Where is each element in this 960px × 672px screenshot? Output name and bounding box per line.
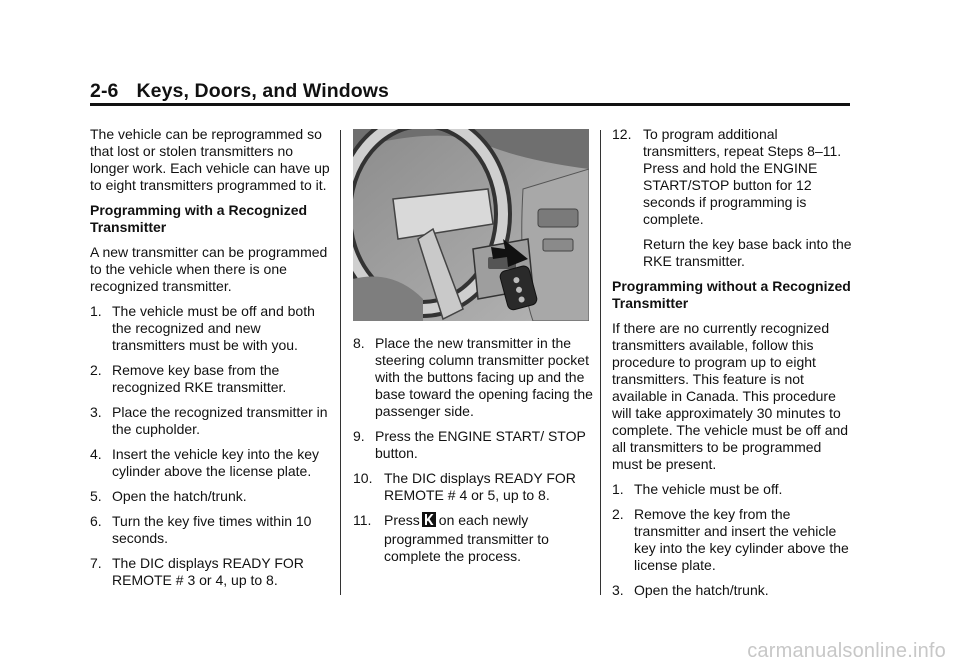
step-text: The vehicle must be off and both the recognized and new transmitters must be with you. [112,303,315,353]
step-number: 11. [353,512,372,528]
step-text: Place the new transmitter in the steering column transmitter pocket with the buttons facing up and the base toward the opening facing the passenger side. [375,335,593,419]
header-rule [90,103,850,106]
step-text: Turn the key five times within 10 seconds. [112,513,312,546]
step-11 [353,512,593,565]
step-text-after: on each newly programmed transmitter to complete the process. [384,512,549,564]
step-number: 5. [90,488,102,504]
step-number: 12. [612,126,632,142]
step-12-note: Return the key base back into the RKE transmitter. [643,236,852,269]
section-heading-unrecognized: Programming without a Recognized Transmitter [612,278,851,311]
step-text: Insert the vehicle key into the key cylinder above the license plate. [112,446,319,479]
step-text-before: Press [384,512,420,528]
step-text: The DIC displays READY FOR REMOTE # 3 or 4, up to 8. [112,555,304,588]
step-2 [90,362,330,396]
steering-column-illustration [353,129,589,321]
step-10 [353,470,593,504]
column-3 [612,126,854,607]
step-4 [90,446,330,480]
step-text: To program additional transmitters, repeat Steps 8–11. Press and hold the ENGINE START/STOP button for 12 seconds if programming is complete. [643,126,842,227]
column-2 [353,126,593,573]
step-text: Press the ENGINE START/ STOP button. [375,428,586,461]
step-number: 7. [90,555,102,571]
step-number: 10. [353,470,373,486]
step-text: Place the recognized transmitter in the cupholder. [112,404,328,437]
step-number: 1. [612,481,624,497]
key-icon [422,512,436,531]
intro-paragraph: The vehicle can be reprogrammed so that lost or stolen transmitters no longer work. Each vehicle can have up to eight transmitters programmed to it. [90,126,330,193]
step-number: 2. [90,362,102,378]
section-title: Keys, Doors, and Windows [136,80,389,102]
column-divider-2 [600,130,601,595]
step-9 [353,428,593,462]
unrecognized-paragraph: If there are no currently recognized transmitters available, follow this procedure to program up to eight transmitters. This feature is not available in Canada. This procedure will take approximately 30 minutes to complete. The vehicle must be off and all transmitters to be programmed must be present. [612,320,849,472]
step-number: 8. [353,335,365,351]
watermark: carmanualsonline.info [747,640,946,662]
step-number: 3. [612,582,624,598]
step-5 [90,488,330,505]
column-1 [90,126,330,597]
step-text: Open the hatch/trunk. [112,488,247,504]
step-text: Remove key base from the recognized RKE transmitter. [112,362,287,395]
step-number: 3. [90,404,102,420]
step-number: 1. [90,303,102,319]
step-number: 9. [353,428,365,444]
section-heading-recognized: Programming with a Recognized Transmitter [90,202,308,235]
step-6 [90,513,330,547]
step-12 [612,126,854,228]
step-1 [90,303,330,354]
recognized-paragraph: A new transmitter can be programmed to the vehicle when there is one recognized transmitter. [90,244,328,294]
column-divider-1 [340,130,341,595]
step-3-b [612,582,854,599]
step-7 [90,555,330,589]
step-number: 2. [612,506,624,522]
step-2-b [612,506,854,574]
step-3 [90,404,330,438]
step-text: Open the hatch/trunk. [634,582,769,598]
step-text: The vehicle must be off. [634,481,783,497]
step-8 [353,335,593,420]
step-1-b [612,481,854,498]
page-number: 2-6 [90,80,119,102]
step-text: The DIC displays READY FOR REMOTE # 4 or 5, up to 8. [384,470,576,503]
step-text: Remove the key from the transmitter and insert the vehicle key into the key cylinder above the license plate. [634,506,849,573]
step-number: 6. [90,513,102,529]
step-number: 4. [90,446,102,462]
steering-column-drawing [353,129,589,321]
header-text [90,80,389,103]
